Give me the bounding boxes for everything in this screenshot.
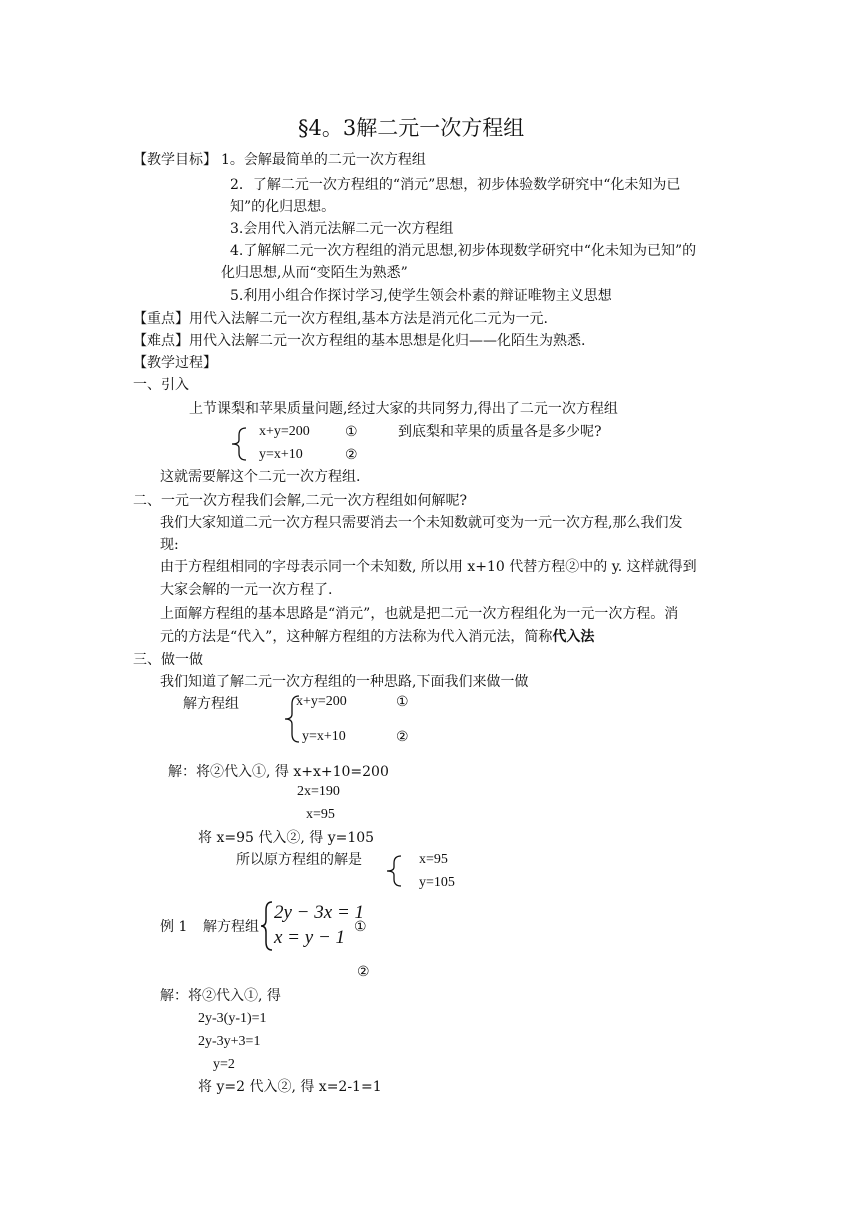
example1-step-1: 2y-3(y-1)=1 [198, 1011, 267, 1026]
objective-3: 3.会用代入消元法解二元一次方程组 [230, 221, 454, 237]
objective-2-line1: 2．了解二元一次方程组的“消元”思想，初步体验数学研究中“化未知为已 [230, 177, 681, 193]
solution-step-3: x=95 [306, 807, 335, 822]
section3-eq1-mark: ① [396, 694, 409, 710]
system-brace [228, 426, 250, 462]
example1-mark2: ② [357, 964, 370, 980]
example1-system-label: 解方程组 [203, 919, 259, 935]
section2-p2-line1: 由于方程组相同的字母表示同一个未知数, 所以用 x+10 代替方程②中的 y. 这样就得到 [160, 559, 697, 575]
eq1-mark: ① [345, 424, 358, 440]
solution-step-5: 所以原方程组的解是 [236, 852, 362, 868]
example1-brace [260, 900, 274, 952]
section2-p1-line2: 现: [160, 537, 179, 553]
example1-step-3: y=2 [213, 1057, 235, 1072]
solution-step-1: 解：将②代入①, 得 x+x+10=200 [168, 764, 389, 780]
section1-intro: 上节课梨和苹果质量问题,经过大家的共同努力,得出了二元一次方程组 [189, 401, 618, 417]
section2-p1-line1: 我们大家知道二元一次方程只需要消去一个未知数就可变为一元一次方程,那么我们发 [160, 515, 683, 531]
example1-step-4: 将 y=2 代入②, 得 x=2-1=1 [198, 1079, 382, 1095]
answer-brace [383, 854, 405, 888]
section2-heading: 二、一元一次方程我们会解,二元一次方程组如何解呢? [133, 493, 467, 509]
section1-question: 到底梨和苹果的质量各是多少呢? [398, 424, 602, 440]
difficulty: 【难点】用代入法解二元一次方程组的基本思想是化归——化陌生为熟悉. [133, 333, 586, 349]
answer-y: y=105 [419, 875, 455, 890]
section3-system-label: 解方程组 [183, 696, 239, 712]
eq2-mark: ② [345, 447, 358, 463]
key-point: 【重点】用代入法解二元一次方程组,基本方法是消元化二元为一元. [133, 311, 548, 327]
example1-eq2: x = y − 1 [274, 927, 346, 948]
objectives-label: 【教学目标】 [133, 152, 217, 168]
section2-p2-line2: 大家会解的一元一次方程了. [160, 582, 333, 598]
section3-intro: 我们知道了解二元一次方程组的一种思路,下面我们来做一做 [160, 674, 529, 690]
substitution-method-term: 代入法 [552, 629, 595, 645]
objective-2-line2: 知”的化归思想。 [230, 199, 336, 215]
example1-label: 例 1 [160, 919, 188, 935]
objective-5: 5.利用小组合作探讨学习,使学生领会朴素的辩证唯物主义思想 [230, 288, 612, 304]
objective-4-line1: 4.了解解二元一次方程组的消元思想,初步体现数学研究中“化未知为已知”的 [230, 243, 697, 259]
section2-p3-line2-text: 元的方法是“代入”，这种解方程组的方法称为代入消元法，简称 [160, 629, 553, 645]
example1-mark1: ① [354, 919, 367, 935]
section1-conclusion: 这就需要解这个二元一次方程组. [160, 469, 361, 485]
system-eq1: x+y=200 [259, 424, 310, 439]
section3-eq1: x+y=200 [296, 694, 347, 709]
system-eq2: y=x+10 [259, 447, 303, 462]
solution-step-4: 将 x=95 代入②, 得 y=105 [198, 830, 375, 846]
section1-heading: 一、引入 [133, 377, 189, 393]
section2-p3-line1: 上面解方程组的基本思路是“消元”，也就是把二元一次方程组化为一元一次方程。消 [160, 606, 679, 622]
example1-eq1: 2y − 3x = 1 [274, 902, 365, 923]
objective-1: 1。会解最简单的二元一次方程组 [221, 152, 426, 168]
section3-eq2: y=x+10 [302, 729, 346, 744]
section3-heading: 三、做一做 [133, 652, 203, 668]
process-label: 【教学过程】 [133, 355, 217, 371]
answer-x: x=95 [419, 852, 448, 867]
example1-solution-intro: 解：将②代入①, 得 [160, 988, 281, 1004]
objective-4-line2: 化归思想,从而“变陌生为熟悉” [221, 265, 408, 281]
example1-step-2: 2y-3y+3=1 [198, 1034, 261, 1049]
section3-eq2-mark: ② [396, 729, 409, 745]
section2-p3-line2 [160, 627, 594, 647]
solution-step-2: 2x=190 [297, 784, 340, 799]
page-title: §4。3解二元一次方程组 [298, 116, 525, 140]
